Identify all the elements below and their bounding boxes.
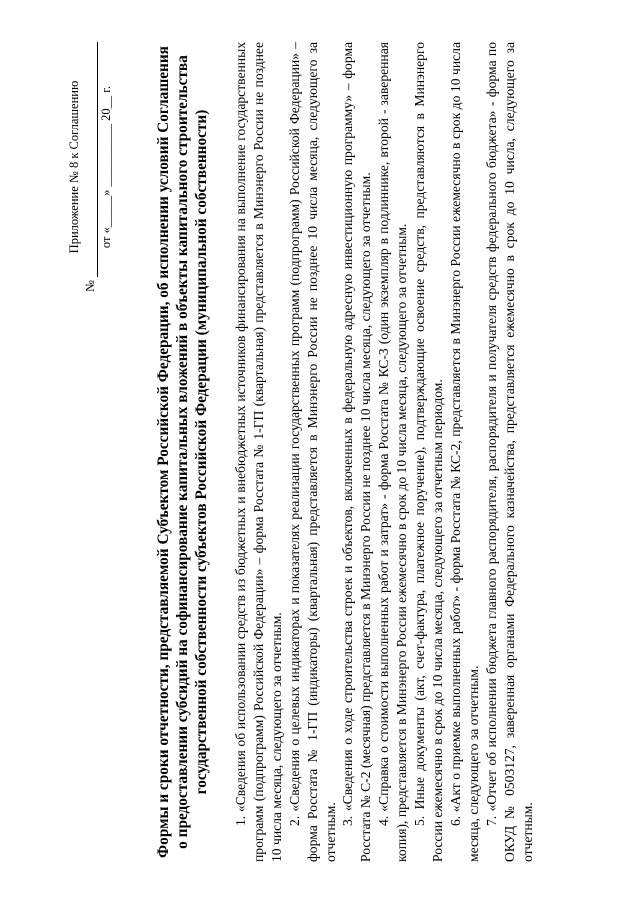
agreement-number-label: № bbox=[83, 280, 97, 292]
list-item-2: 2. «Сведения о целевых индикаторах и показателях реализации государственных программ (подпрограмм) Российской Федерации» – форма Росстата № 1-ГП (индикаторы) (квартальная) представляется в Минэнерго России не позднее 10 числа месяца, следующего за отчетным. bbox=[286, 42, 338, 862]
title-line-1: Формы и сроки отчетности, представляемой Субъектом Российской Федерации, об исполнении условий Соглашения bbox=[155, 46, 172, 858]
document-body bbox=[232, 42, 536, 862]
list-item-3: 3. «Сведения о ходе строительства строек и объектов, включенных в федеральную адресную инвестиционную программу» – форма Росстата № С-2 (месячная) представляется в Минэнерго России не позднее 10 числа месяца, следующего за отчетным. bbox=[340, 42, 374, 862]
list-item-7: 7. «Отчет об исполнении бюджета главного распорядителя, распорядителя и получателя средств федерального бюджета» - форма по ОКУД № 0503127, заверенная органами Федерального казначейства, представляется ежемесячно в срок до 10 числа, следующего за отчетным. bbox=[483, 42, 535, 862]
agreement-number-underline bbox=[85, 42, 98, 277]
title-line-2: о предоставлении субсидий на софинансирование капитальных вложений в объекты капитального строительства bbox=[174, 55, 191, 849]
list-item-5: 5. Иные документы (акт, счет-фактура, платежное поручение), подтверждающие освоение средств, представляются в Минэнерго России ежемесячно в срок до 10 числа месяца, следующего за отчетным периодом. bbox=[412, 42, 445, 862]
appendix-block bbox=[66, 42, 114, 292]
agreement-date-line: от «_____» __________ 20__ г. bbox=[99, 85, 113, 249]
rotated-document-page bbox=[46, 42, 594, 862]
list-item-6: 6. «Акт о приемке выполненных работ» - форма Росстата № КС-2, представляется в Минэнерго России ежемесячно в срок до 10 числа месяца, следующего за отчетным. bbox=[447, 42, 481, 862]
list-item-4: 4. «Справка о стоимости выполненных работ и затрат» - форма Росстата № КС-3 (один экземпляр в подлиннике, второй - заверенная копия), представляется в Минэнерго России ежемесячно в срок до 10 числа месяца, следующего за отчетным. bbox=[376, 42, 410, 862]
document-title bbox=[154, 42, 211, 862]
appendix-title: Приложение № 8 к Соглашению bbox=[67, 80, 81, 254]
title-line-3: государственной собственности субъектов Российской Федерации (муниципальной собственности) bbox=[193, 109, 210, 795]
agreement-number-line bbox=[82, 42, 98, 292]
list-item-1: 1. «Сведения об использовании средств из бюджетных и внебюджетных источников финансирования на выполнение государственных программ (подпрограмм) Российской Федерации» – форма Росстата № 1-ГП (квартальная) представляется в Минэнерго России не позднее 10 числа месяца, следующего за отчетным. bbox=[233, 42, 284, 862]
